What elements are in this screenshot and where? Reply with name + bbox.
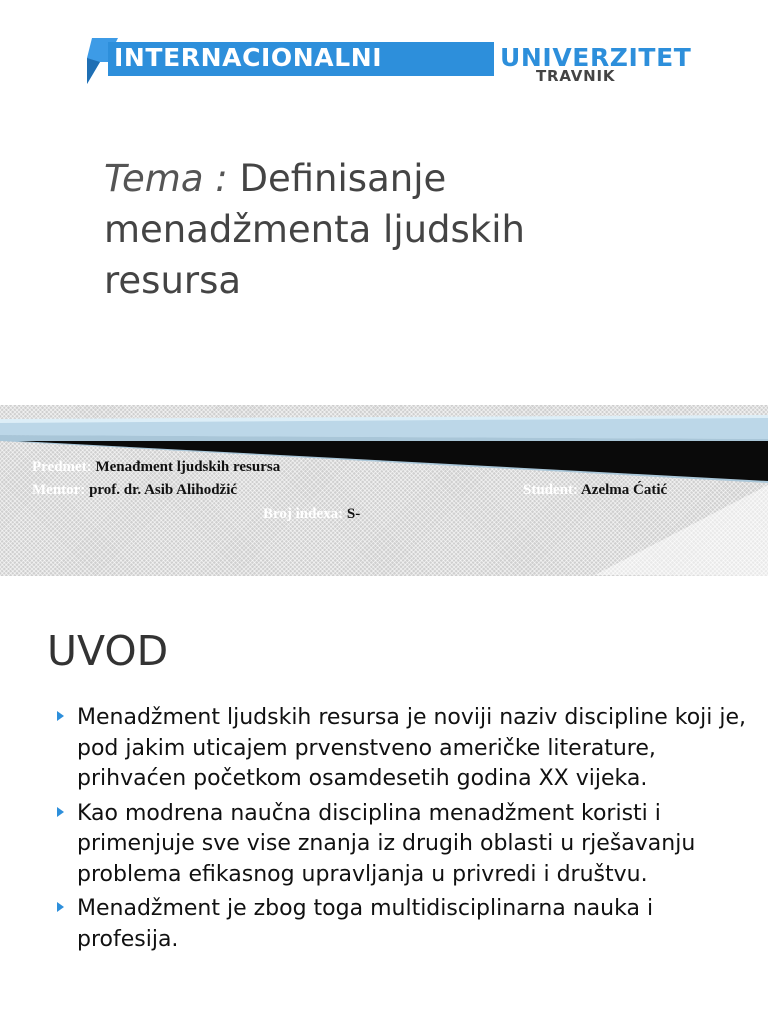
bullet-list [57,703,747,959]
mentor-value: prof. dr. Asib Alihodžić [89,482,238,498]
bullet-item [57,703,747,795]
index-label: Broj indexa: [263,506,344,522]
info-mentor [32,481,237,499]
bullet-arrow-icon [57,902,64,912]
info-predmet [32,458,280,476]
bullet-text: Kao modrena naučna disciplina menadžment koristi i primenjuje sve vise znanja iz drugih oblasti u rješavanju problema efikasnog upravljanja u privredi i društvu. [77,800,696,887]
logo-text-internacionalni: INTERNACIONALNI [114,43,383,72]
bullet-item [57,894,747,955]
intro-title: UVOD [47,627,169,675]
predmet-label: Predmet: [32,459,92,475]
bullet-text: Menadžment ljudskih resursa je noviji naziv discipline koji je, pod jakim uticajem prvenstveno američke literature, prihvaćen početkom osamdesetih godina XX vijeka. [77,705,747,791]
info-student [523,481,667,499]
student-label: Student: [523,482,579,498]
title-prefix: Tema : [104,157,240,200]
predmet-value: Menađment ljudskih resursa [95,459,281,475]
index-value: S- [346,506,361,522]
logo-text-travnik: TRAVNIK [536,67,616,85]
bullet-arrow-icon [57,807,64,817]
title-main: Definisanje menadžmenta ljudskih resursa [104,157,525,302]
student-value: Azelma Ćatić [580,482,668,498]
bullet-text: Menadžment je zbog toga multidisciplinarna nauka i profesija. [77,896,654,952]
info-index [263,505,360,523]
mentor-label: Mentor: [32,482,86,498]
intro-slide [0,576,768,1024]
slide-title [104,153,664,306]
bullet-arrow-icon [57,711,64,721]
bullet-item [57,799,747,891]
university-logo [84,36,692,86]
logo-text-univerzitet: UNIVERZITET [500,43,692,72]
